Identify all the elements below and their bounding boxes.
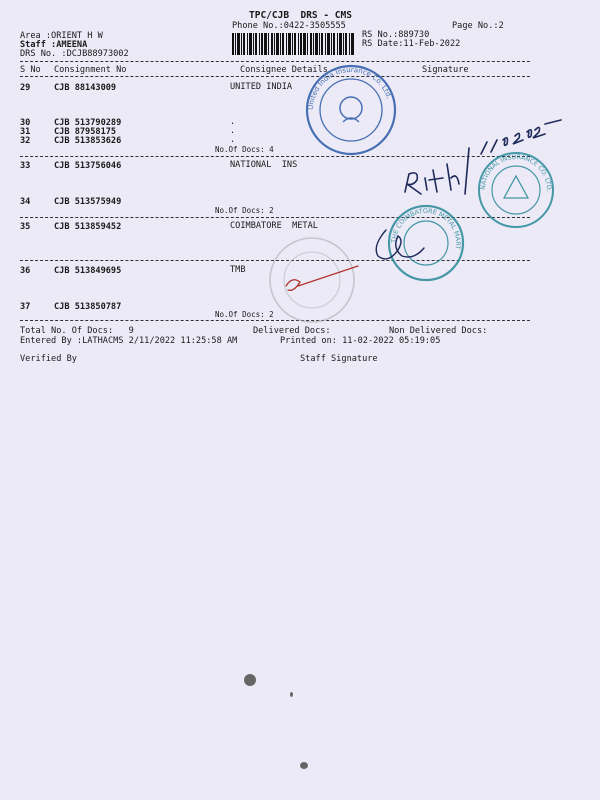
row-consignment: CJB 513756046 [54, 161, 122, 171]
total-docs: Total No. Of Docs: 9 [20, 326, 134, 336]
ink-speck [244, 674, 256, 686]
row-consignment: CJB 88143009 [54, 83, 117, 93]
staff-name: Staff :AMEENA [20, 40, 88, 50]
docs-count: No.Of Docs: 2 [215, 206, 274, 215]
svg-text:THE COIMBATORE METAL MART: THE COIMBATORE METAL MART [389, 206, 463, 250]
row-sno: 36 [20, 266, 31, 276]
ink-speck [290, 692, 293, 697]
row-consignee: UNITED INDIA [230, 82, 293, 92]
ink-speck [300, 762, 308, 769]
united-india-stamp [303, 62, 399, 158]
row-sno: 33 [20, 161, 31, 171]
col-sno: S No [20, 65, 41, 75]
row-consignee: COIMBATORE METAL [230, 221, 318, 231]
report-title: TPC/CJB DRS - CMS [249, 10, 352, 21]
printed-on: Printed on: 11-02-2022 05:19:05 [280, 336, 441, 346]
rs-date: RS Date:11-Feb-2022 [362, 39, 461, 49]
row-consignment: CJB 513790289 [54, 118, 122, 128]
row-consignee: TMB [230, 265, 246, 275]
row-consignment: CJB 513849695 [54, 266, 122, 276]
verified-by: Verified By [20, 354, 77, 364]
entered-by: Entered By :LATHACMS 2/11/2022 11:25:58 AM [20, 336, 238, 346]
row-consignee: NATIONAL INS [230, 160, 298, 170]
row-sno: 37 [20, 302, 31, 312]
row-consignee: . [230, 126, 236, 136]
row-consignment: CJB 513850787 [54, 302, 122, 312]
area: Area :ORIENT H W [20, 31, 103, 41]
row-consignment: CJB 513853626 [54, 136, 122, 146]
svg-text:NATIONAL INSURANCE CO. LTD.: NATIONAL INSURANCE CO. LTD. [479, 153, 553, 192]
col-signature: Signature [422, 65, 469, 75]
col-consignee: Consignee Details [240, 65, 328, 75]
drs-number: DRS No. :DCJB88973002 [20, 49, 129, 59]
delivered-docs: Delivered Docs: [253, 326, 331, 336]
row-consignment: CJB 513575949 [54, 197, 122, 207]
docs-count: No.Of Docs: 4 [215, 145, 274, 154]
handwritten-initials [368, 226, 428, 266]
red-signature [280, 262, 360, 302]
page-number: Page No.:2 [452, 21, 504, 31]
col-consignment: Consignment No [54, 65, 127, 75]
staff-signature: Staff Signature [300, 354, 378, 364]
row-sno: 35 [20, 222, 31, 232]
row-consignment: CJB 87958175 [54, 127, 117, 137]
phone-number: Phone No.:0422-3505555 [232, 21, 346, 31]
row-consignment: CJB 513859452 [54, 222, 122, 232]
divider [20, 61, 530, 62]
svg-text:United India Insurance Co. Ltd: United India Insurance Co. Ltd. [306, 65, 394, 111]
row-consignee: . [230, 135, 236, 145]
row-sno: 31 [20, 127, 31, 137]
barcode [232, 33, 354, 55]
row-consignee: . [230, 117, 236, 127]
divider [20, 76, 530, 77]
row-sno: 32 [20, 136, 31, 146]
docs-count: No.Of Docs: 2 [215, 310, 274, 319]
rs-number: RS No.:889730 [362, 30, 430, 40]
row-sno: 34 [20, 197, 31, 207]
row-sno: 29 [20, 83, 31, 93]
row-sno: 30 [20, 118, 31, 128]
non-delivered-docs: Non Delivered Docs: [389, 326, 488, 336]
handwritten-signature [395, 108, 565, 198]
